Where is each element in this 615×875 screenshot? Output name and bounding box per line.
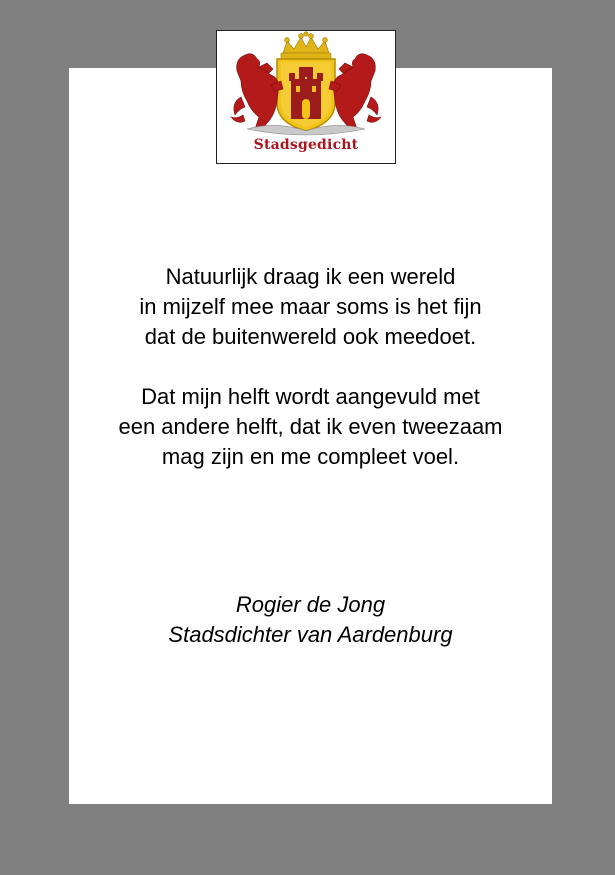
stadsgedicht-emblem	[216, 30, 396, 164]
author-name: Rogier de Jong	[235, 592, 386, 617]
poem-line: Dat mijn helft wordt aangevuld met	[141, 384, 480, 409]
emblem-label: Stadsgedicht	[253, 137, 359, 153]
poem-line: een andere helft, dat ik even tweezaam	[118, 414, 503, 439]
author-title: Stadsdichter van Aardenburg	[168, 622, 453, 647]
poem-line: mag zijn en me compleet voel.	[161, 444, 460, 469]
signature	[69, 590, 552, 650]
poem-line: in mijzelf mee maar soms is het fijn	[139, 294, 482, 319]
coat-of-arms-icon	[217, 31, 395, 137]
poem-stanza-1	[69, 262, 552, 352]
poem-line: dat de buitenwereld ook meedoet.	[144, 324, 477, 349]
poem-stanza-2	[69, 382, 552, 472]
poem-line: Natuurlijk draag ik een wereld	[165, 264, 456, 289]
